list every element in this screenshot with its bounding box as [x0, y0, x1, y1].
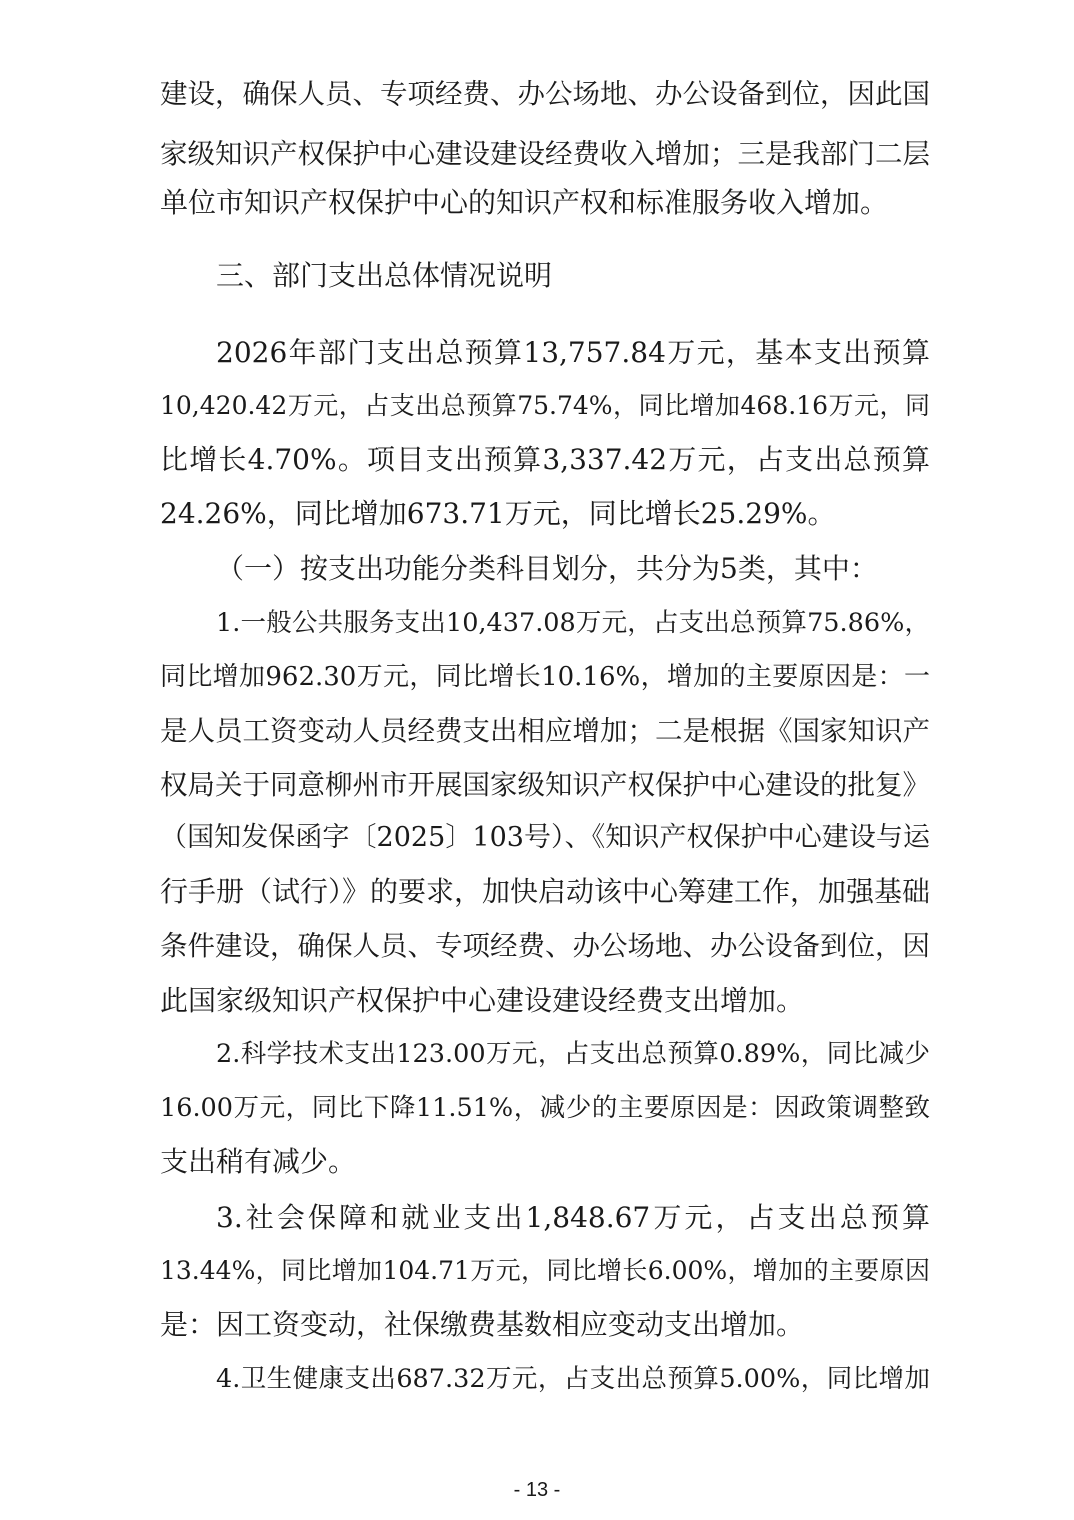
paragraph-line: 比增长4.70%。项目支出预算3,337.42万元，占支出总预算 — [160, 443, 930, 476]
paragraph-line: 权局关于同意柳州市开展国家级知识产权保护中心建设的批复》 — [160, 769, 930, 801]
paragraph-line: 16.00万元，同比下降11.51%，减少的主要原因是：因政策调整致 — [160, 1093, 930, 1123]
paragraph-line: 24.26%，同比增加673.71万元，同比增长25.29%。 — [160, 497, 836, 530]
paragraph-line: 是人员工资变动人员经费支出相应增加；二是根据《国家知识产 — [160, 715, 930, 747]
paragraph-line: 单位市知识产权保护中心的知识产权和标准服务收入增加。 — [160, 186, 889, 219]
paragraph-line: 支出稍有减少。 — [160, 1145, 357, 1178]
section-heading: 三、部门支出总体情况说明 — [216, 259, 553, 292]
paragraph-line: 同比增加962.30万元，同比增长10.16%，增加的主要原因是：一 — [160, 662, 930, 692]
subsection-intro: （一）按支出功能分类科目划分，共分为5类，其中： — [216, 552, 878, 585]
paragraph-line: 3.社会保障和就业支出1,848.67万元，占支出总预算 — [216, 1201, 930, 1234]
paragraph-line: 是：因工资变动，社保缴费基数相应变动支出增加。 — [160, 1308, 805, 1341]
paragraph-line: （国知发保函字〔2025〕103号）、《知识产权保护中心建设与运 — [160, 822, 930, 853]
paragraph-line: 建设，确保人员、专项经费、办公场地、办公设备到位，因此国 — [160, 78, 930, 110]
paragraph-line: 1.一般公共服务支出10,437.08万元，占支出总预算75.86%， — [216, 608, 930, 638]
paragraph-line: 此国家级知识产权保护中心建设建设经费支出增加。 — [160, 984, 805, 1017]
paragraph-line: 10,420.42万元，占支出总预算75.74%，同比增加468.16万元，同 — [160, 391, 930, 420]
paragraph-line: 13.44%，同比增加104.71万元，同比增长6.00%，增加的主要原因 — [160, 1256, 930, 1285]
page-number: - 13 - — [513, 1479, 561, 1501]
paragraph-line: 条件建设，确保人员、专项经费、办公场地、办公设备到位，因 — [160, 930, 930, 962]
paragraph-line: 行手册（试行）》的要求，加快启动该中心筹建工作，加强基础 — [160, 875, 931, 908]
paragraph-line: 2026年部门支出总预算13,757.84万元，基本支出预算 — [216, 336, 930, 369]
paragraph-line: 4.卫生健康支出687.32万元，占支出总预算5.00%，同比增加 — [216, 1364, 930, 1394]
paragraph-line: 2.科学技术支出123.00万元，占支出总预算0.89%，同比减少 — [216, 1039, 930, 1069]
paragraph-line: 家级知识产权保护中心建设建设经费收入增加；三是我部门二层 — [160, 138, 930, 170]
